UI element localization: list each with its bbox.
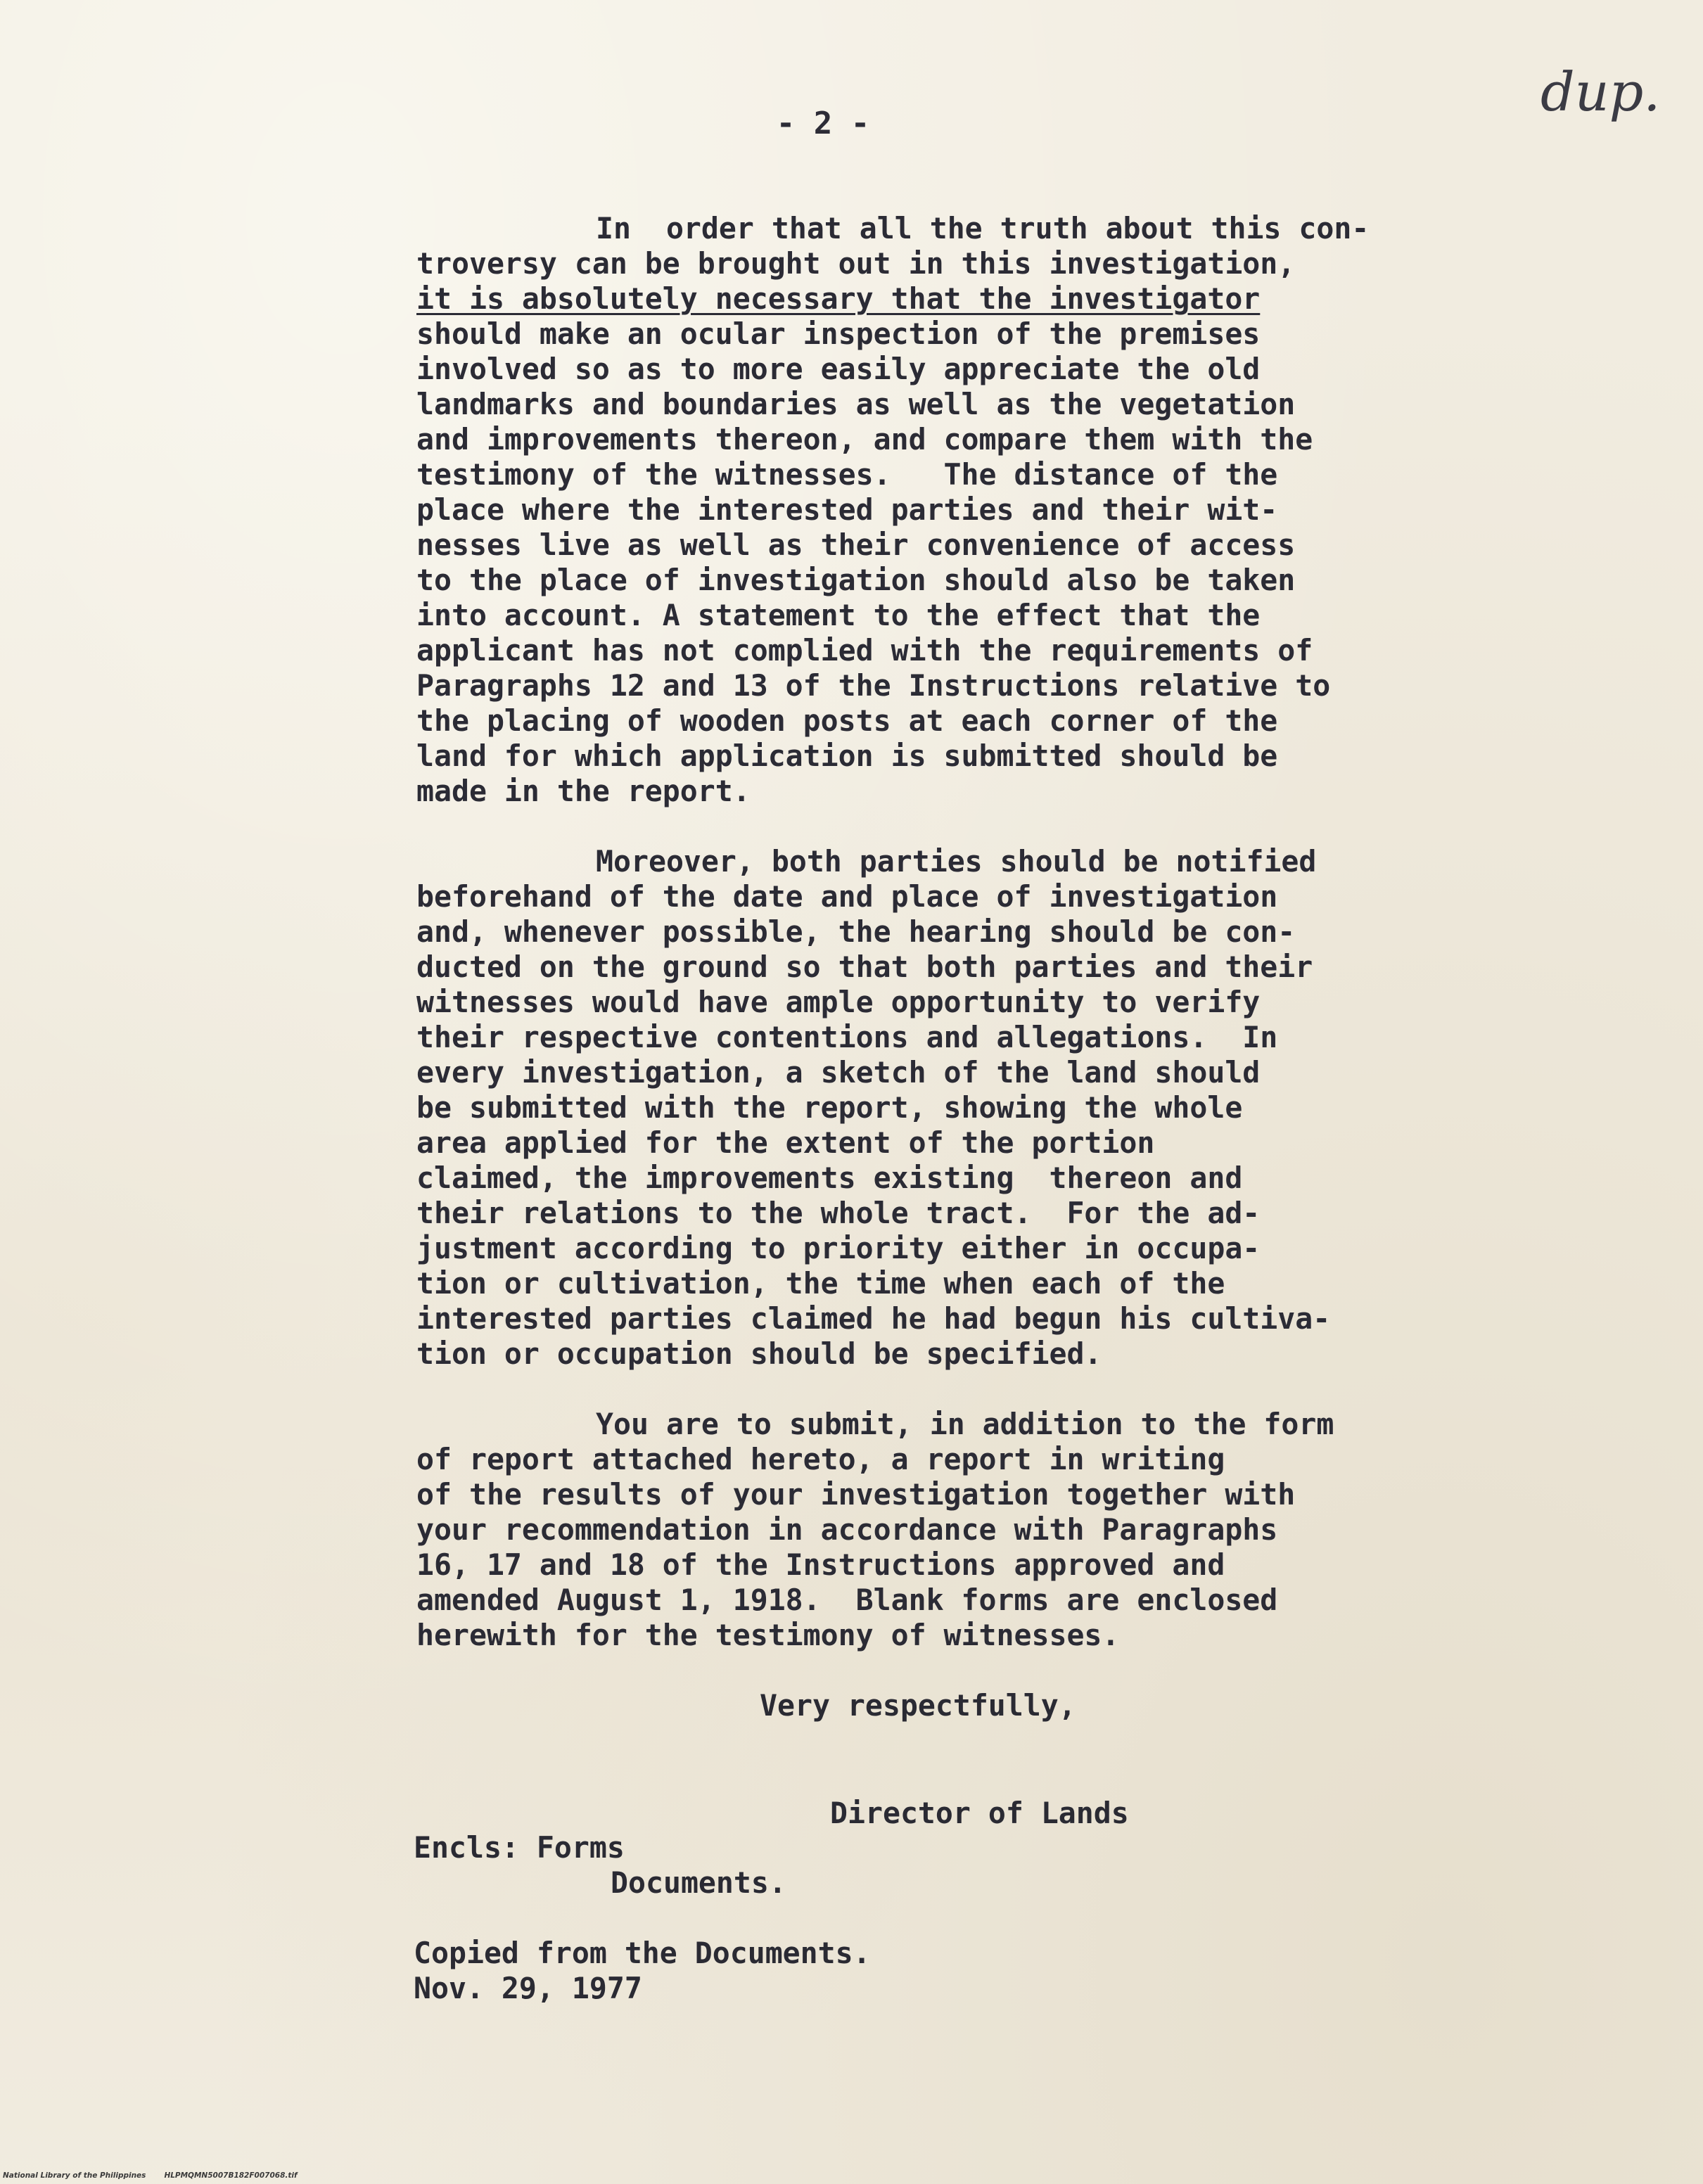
text-line: testimony of the witnesses. The distance of the <box>416 457 1278 492</box>
enclosures-block <box>414 1830 786 1901</box>
paragraph-1 <box>416 211 1429 809</box>
copied-note <box>414 1936 871 2006</box>
text-line: the placing of wooden posts at each corner of the <box>416 703 1278 738</box>
text-line: their respective contentions and allegations. In <box>416 1020 1278 1054</box>
text-line: 16, 17 and 18 of the Instructions approved and <box>416 1547 1225 1582</box>
footer-library: National Library of the Philippines <box>3 2171 146 2180</box>
text-line: interested parties claimed he had begun his cultiva- <box>416 1301 1331 1336</box>
page-number: - 2 - <box>776 106 870 141</box>
scan-footer <box>3 2171 316 2180</box>
text-line: troversy can be brought out in this investigation, <box>416 246 1296 281</box>
text-line: Moreover, both parties should be notified <box>596 844 1317 879</box>
enclosures-label: Encls: Forms <box>414 1830 625 1865</box>
text-line: You are to submit, in addition to the form <box>596 1407 1334 1441</box>
text-line: nesses live as well as their convenience of access <box>416 528 1296 562</box>
text-line: justment according to priority either in occupa- <box>416 1231 1261 1265</box>
text-line: Paragraphs 12 and 13 of the Instructions relative to <box>416 668 1331 703</box>
underlined-text-line <box>416 281 1429 317</box>
copied-note-date: Nov. 29, 1977 <box>414 1971 642 2005</box>
text-line: should make an ocular inspection of the premises <box>416 317 1261 351</box>
text-line: In order that all the truth about this con- <box>596 211 1370 245</box>
text-line: into account. A statement to the effect that the <box>416 598 1261 632</box>
text-line: and improvements thereon, and compare them with the <box>416 422 1313 456</box>
text-line: place where the interested parties and their wit- <box>416 492 1278 527</box>
text-line: amended August 1, 1918. Blank forms are enclosed <box>416 1583 1278 1617</box>
closing-salutation: Very respectfully, <box>760 1688 1076 1723</box>
text-line: to the place of investigation should also be taken <box>416 563 1296 597</box>
text-line: area applied for the extent of the portion <box>416 1125 1155 1160</box>
copied-note-line: Copied from the Documents. <box>414 1936 871 1970</box>
text-line: tion or occupation should be specified. <box>416 1336 1102 1371</box>
text-line: applicant has not complied with the requirements of <box>416 633 1313 668</box>
text-line: witnesses would have ample opportunity to verify <box>416 985 1261 1019</box>
text-line: every investigation, a sketch of the land should <box>416 1055 1261 1090</box>
text-line: their relations to the whole tract. For the ad- <box>416 1196 1261 1230</box>
handwritten-annotation: dup. <box>1541 60 1661 123</box>
text-line: land for which application is submitted should be <box>416 739 1278 773</box>
text-line: herewith for the testimony of witnesses. <box>416 1618 1120 1652</box>
text-line: of the results of your investigation together with <box>416 1477 1296 1512</box>
letter-body <box>416 211 1429 1688</box>
text-line: ducted on the ground so that both parties and their <box>416 950 1313 984</box>
text-line: beforehand of the date and place of investigation <box>416 879 1278 914</box>
text-line: and, whenever possible, the hearing should be con- <box>416 914 1296 949</box>
text-line: landmarks and boundaries as well as the vegetation <box>416 387 1296 421</box>
text-line: claimed, the improvements existing thereon and <box>416 1161 1243 1195</box>
paragraph-3 <box>416 1407 1429 1653</box>
text-line: be submitted with the report, showing the whole <box>416 1090 1243 1125</box>
text-line: tion or cultivation, the time when each of the <box>416 1266 1225 1301</box>
text-line: your recommendation in accordance with Paragraphs <box>416 1512 1278 1547</box>
enclosure-item: Documents. <box>611 1865 786 1900</box>
text-line: of report attached hereto, a report in writing <box>416 1442 1225 1476</box>
text-line: made in the report. <box>416 774 751 808</box>
underlined-phrase: it is absolutely necessary that the investigator <box>416 281 1261 316</box>
text-line: involved so as to more easily appreciate the old <box>416 352 1261 386</box>
signature-title: Director of Lands <box>830 1796 1129 1830</box>
paragraph-2 <box>416 844 1429 1372</box>
footer-file-id: HLPMQMN5007B182F007068.tif <box>164 2171 298 2180</box>
